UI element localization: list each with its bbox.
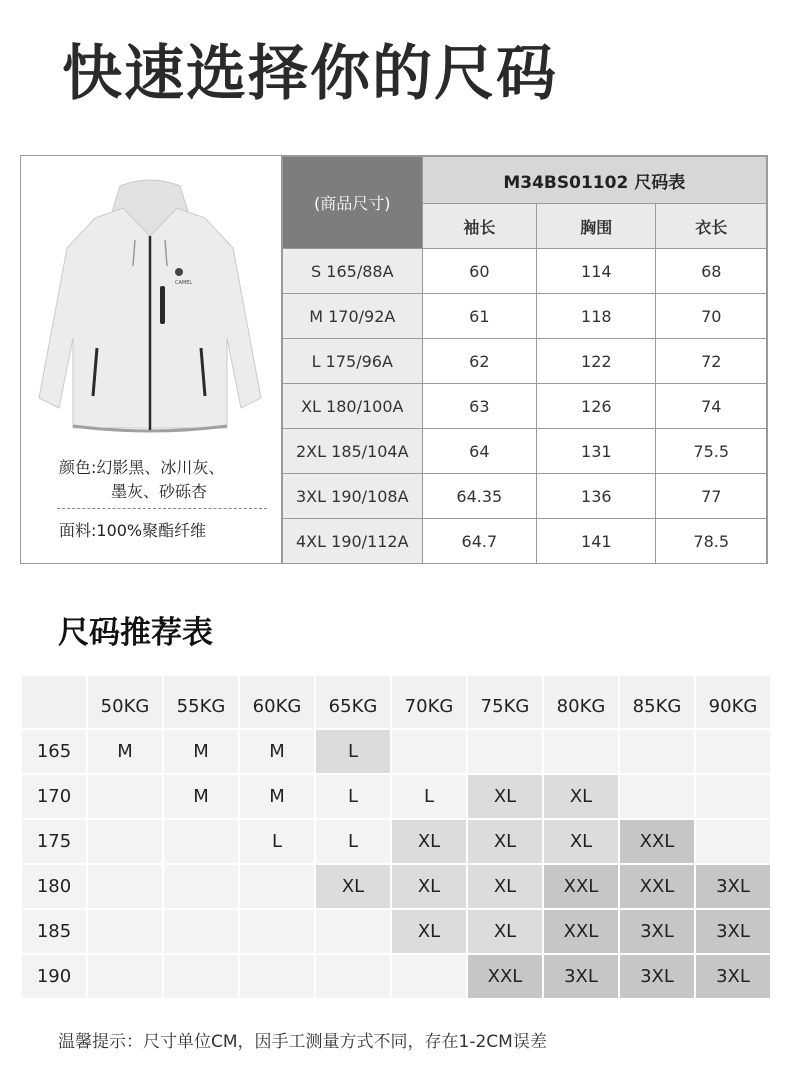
- measurement-note: 温馨提示：尺寸单位CM，因手工测量方式不同，存在1-2CM误差: [58, 1032, 547, 1052]
- size-cell: XL: [468, 775, 542, 818]
- size-label: 4XL 190/112A: [283, 519, 423, 564]
- length-value: 68: [656, 249, 767, 294]
- size-cell: [164, 865, 238, 908]
- table-row: [22, 820, 770, 863]
- size-cell: M: [164, 730, 238, 773]
- size-label: 2XL 185/104A: [283, 429, 423, 474]
- table-row: [283, 384, 767, 429]
- size-cell: [696, 730, 770, 773]
- sleeve-value: 64.7: [422, 519, 537, 564]
- size-cell: XXL: [620, 820, 694, 863]
- size-cell: [88, 775, 162, 818]
- size-label: M 170/92A: [283, 294, 423, 339]
- size-cell: L: [316, 730, 390, 773]
- size-cell: [164, 820, 238, 863]
- size-cell: XXL: [468, 955, 542, 998]
- size-cell: 3XL: [620, 955, 694, 998]
- weight-header: 85KG: [620, 676, 694, 728]
- size-label: S 165/88A: [283, 249, 423, 294]
- size-cell: [620, 730, 694, 773]
- size-cell: [544, 730, 618, 773]
- product-panel: [21, 156, 282, 563]
- chest-value: 114: [537, 249, 656, 294]
- size-cell: M: [164, 775, 238, 818]
- size-cell: XL: [468, 820, 542, 863]
- chest-value: 126: [537, 384, 656, 429]
- size-cell: XL: [392, 910, 466, 953]
- table-row: [283, 429, 767, 474]
- size-cell: [88, 955, 162, 998]
- size-cell: XXL: [544, 865, 618, 908]
- column-header: 袖长: [422, 204, 537, 249]
- height-label: 170: [22, 775, 86, 818]
- sleeve-value: 61: [422, 294, 537, 339]
- size-cell: [696, 820, 770, 863]
- page-title: 快速选择你的尺码: [62, 39, 558, 109]
- table-row: [22, 910, 770, 953]
- size-cell: 3XL: [696, 955, 770, 998]
- chest-value: 118: [537, 294, 656, 339]
- size-cell: M: [240, 775, 314, 818]
- table-row: [22, 865, 770, 908]
- table-row: [283, 474, 767, 519]
- size-cell: L: [316, 775, 390, 818]
- size-cell: 3XL: [696, 865, 770, 908]
- table-row: [283, 339, 767, 384]
- sleeve-value: 64: [422, 429, 537, 474]
- weight-header: 50KG: [88, 676, 162, 728]
- table-row: [283, 519, 767, 564]
- height-label: 190: [22, 955, 86, 998]
- size-cell: XL: [544, 775, 618, 818]
- size-cell: L: [240, 820, 314, 863]
- size-cell: M: [240, 730, 314, 773]
- size-cell: XL: [468, 865, 542, 908]
- chest-value: 122: [537, 339, 656, 384]
- height-label: 180: [22, 865, 86, 908]
- column-header: 衣长: [656, 204, 767, 249]
- jacket-image: [35, 178, 265, 433]
- table-row: [283, 294, 767, 339]
- size-label: XL 180/100A: [283, 384, 423, 429]
- length-value: 75.5: [656, 429, 767, 474]
- weight-header: 60KG: [240, 676, 314, 728]
- weight-header: 65KG: [316, 676, 390, 728]
- sleeve-value: 63: [422, 384, 537, 429]
- size-cell: [392, 955, 466, 998]
- size-cell: 3XL: [620, 910, 694, 953]
- weight-header: 55KG: [164, 676, 238, 728]
- size-cell: [316, 955, 390, 998]
- size-cell: L: [392, 775, 466, 818]
- color-options: 颜色:幻影黑、冰川灰、 墨灰、砂砾杏: [59, 458, 225, 501]
- size-cell: [164, 955, 238, 998]
- weight-header: 75KG: [468, 676, 542, 728]
- size-spec-table: [282, 156, 767, 564]
- table-row: [22, 730, 770, 773]
- recommend-title: 尺码推荐表: [58, 615, 213, 651]
- table-row: [22, 775, 770, 818]
- size-cell: [88, 910, 162, 953]
- size-table-title: M34BS01102 尺码表: [422, 157, 766, 204]
- product-size-header: (商品尺寸): [283, 157, 423, 249]
- brand-logo-text: CAMEL: [175, 280, 193, 286]
- size-chart: [20, 155, 768, 564]
- height-label: 175: [22, 820, 86, 863]
- length-value: 70: [656, 294, 767, 339]
- table-row: [283, 249, 767, 294]
- size-cell: [240, 865, 314, 908]
- size-cell: [240, 910, 314, 953]
- height-label: 185: [22, 910, 86, 953]
- size-cell: [316, 910, 390, 953]
- weight-header: 80KG: [544, 676, 618, 728]
- size-cell: [240, 955, 314, 998]
- size-cell: [696, 775, 770, 818]
- size-cell: L: [316, 820, 390, 863]
- sleeve-value: 64.35: [422, 474, 537, 519]
- size-cell: [620, 775, 694, 818]
- sleeve-value: 60: [422, 249, 537, 294]
- length-value: 72: [656, 339, 767, 384]
- sleeve-value: 62: [422, 339, 537, 384]
- fabric-info: 面料:100%聚酯纤维: [59, 521, 207, 540]
- size-cell: XL: [316, 865, 390, 908]
- height-label: 165: [22, 730, 86, 773]
- size-cell: [164, 910, 238, 953]
- size-cell: [88, 820, 162, 863]
- size-cell: XL: [544, 820, 618, 863]
- column-header: 胸围: [537, 204, 656, 249]
- size-cell: 3XL: [544, 955, 618, 998]
- weight-header: 90KG: [696, 676, 770, 728]
- size-cell: M: [88, 730, 162, 773]
- chest-value: 136: [537, 474, 656, 519]
- size-cell: XL: [392, 865, 466, 908]
- size-cell: [468, 730, 542, 773]
- length-value: 78.5: [656, 519, 767, 564]
- corner-cell: [22, 676, 86, 728]
- size-cell: [88, 865, 162, 908]
- weight-header: 70KG: [392, 676, 466, 728]
- table-row: [22, 955, 770, 998]
- size-label: L 175/96A: [283, 339, 423, 384]
- size-cell: 3XL: [696, 910, 770, 953]
- length-value: 74: [656, 384, 767, 429]
- chest-value: 141: [537, 519, 656, 564]
- size-cell: XL: [392, 820, 466, 863]
- size-label: 3XL 190/108A: [283, 474, 423, 519]
- size-cell: [392, 730, 466, 773]
- size-cell: XXL: [544, 910, 618, 953]
- size-cell: XXL: [620, 865, 694, 908]
- size-recommend-table: [20, 674, 772, 1000]
- chest-value: 131: [537, 429, 656, 474]
- divider: [57, 508, 267, 509]
- length-value: 77: [656, 474, 767, 519]
- size-cell: XL: [468, 910, 542, 953]
